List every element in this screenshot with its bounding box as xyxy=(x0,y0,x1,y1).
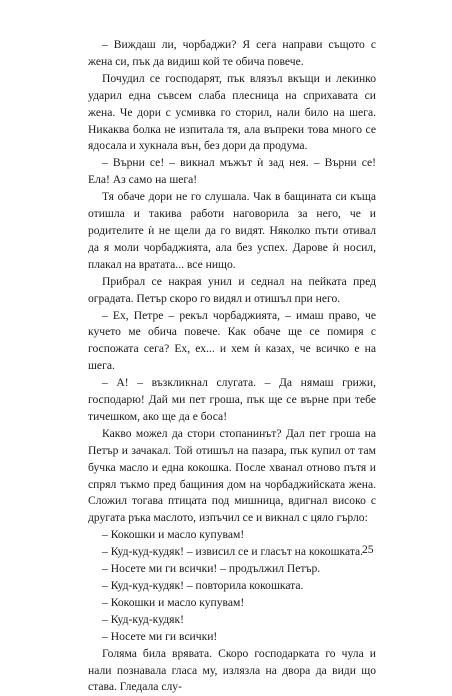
paragraph: – Виждаш ли, чорбаджи? Я сега направи същото с жена си, пък да видиш кой те обича повече. xyxy=(88,38,376,68)
page-number: 25 xyxy=(362,543,374,556)
paragraph: – Куд-куд-кудяк! xyxy=(102,612,184,626)
paragraph: – Ех, Петре – рекъл чорбаджията, – имаш право, че кучето ме обича повече. Как обаче ще се помиря с госпожата сега? Ех, ех... и хем ѝ казах, че всичко е на шега. xyxy=(88,308,376,373)
paragraph: – Куд-куд-кудяк! – повторила кокошката. xyxy=(102,579,304,592)
paragraph: – А! – възкликнал слугата. – Да нямаш грижи, господарю! Дай ми пет гроша, пък ще се върне при тебе тичешком, ако ще да е боса! xyxy=(88,376,376,423)
paragraph: Тя обаче дори не го слушала. Чак в бащината си къща отишла и такива работи наговорила за него, че и родителите ѝ не щели да го видят. Няколко пъти отивал да я моли чорбаджията, ала без успех. Дарове ѝ носил, плакал на вратата... все нищо. xyxy=(88,190,376,271)
paragraph: Какво можел да стори стопанинът? Дал пет гроша на Петър и зачакал. Той отишъл на пазара, пък купил от там бучка масло и една кокошка. После хванал отново пътя и спрял тъкмо пред бащиния дом на чорбаджийската жена. Сложил тогава птицата под мишница, вдигнал високо с другата ръка маслото, изпъчил се и викнал с цяло гърло: xyxy=(88,426,376,525)
paragraph: – Кокошки и масло купувам! xyxy=(102,595,245,609)
paragraph: – Върни се! – викнал мъжът ѝ зад нея. – Върни се! Ела! Аз само на шега! xyxy=(88,156,376,187)
paragraph: Прибрал се накрая унил и седнал на пейката пред оградата. Петър скоро го видял и отишъл при него. xyxy=(88,274,376,305)
paragraph: Голяма била врявата. Скоро господарката го чула и нали познавала гласа му, излязла на двора да види що става. Гледала слу- xyxy=(88,646,376,694)
paragraph: – Носете ми ги всички! xyxy=(102,629,218,643)
paragraph: – Кокошки и масло купувам! xyxy=(102,528,245,542)
paragraph: – Носете ми ги всички! – продължил Петър. xyxy=(102,562,321,576)
paragraph: – Куд-куд-кудяк! – извисил се и гласът на кокошката. xyxy=(102,545,364,559)
paragraph: Почудил се господарят, пък влязъл вкъщи и лекинко ударил една съвсем слаба плесница на сприхавата си жена. Че дори с усмивка го сторил, нали било на шега. Никаква болка не изпитала тя, ала въпреки това много се ядосала и хукнала вън, без дори да продума. xyxy=(88,71,376,153)
body-text xyxy=(88,37,376,696)
